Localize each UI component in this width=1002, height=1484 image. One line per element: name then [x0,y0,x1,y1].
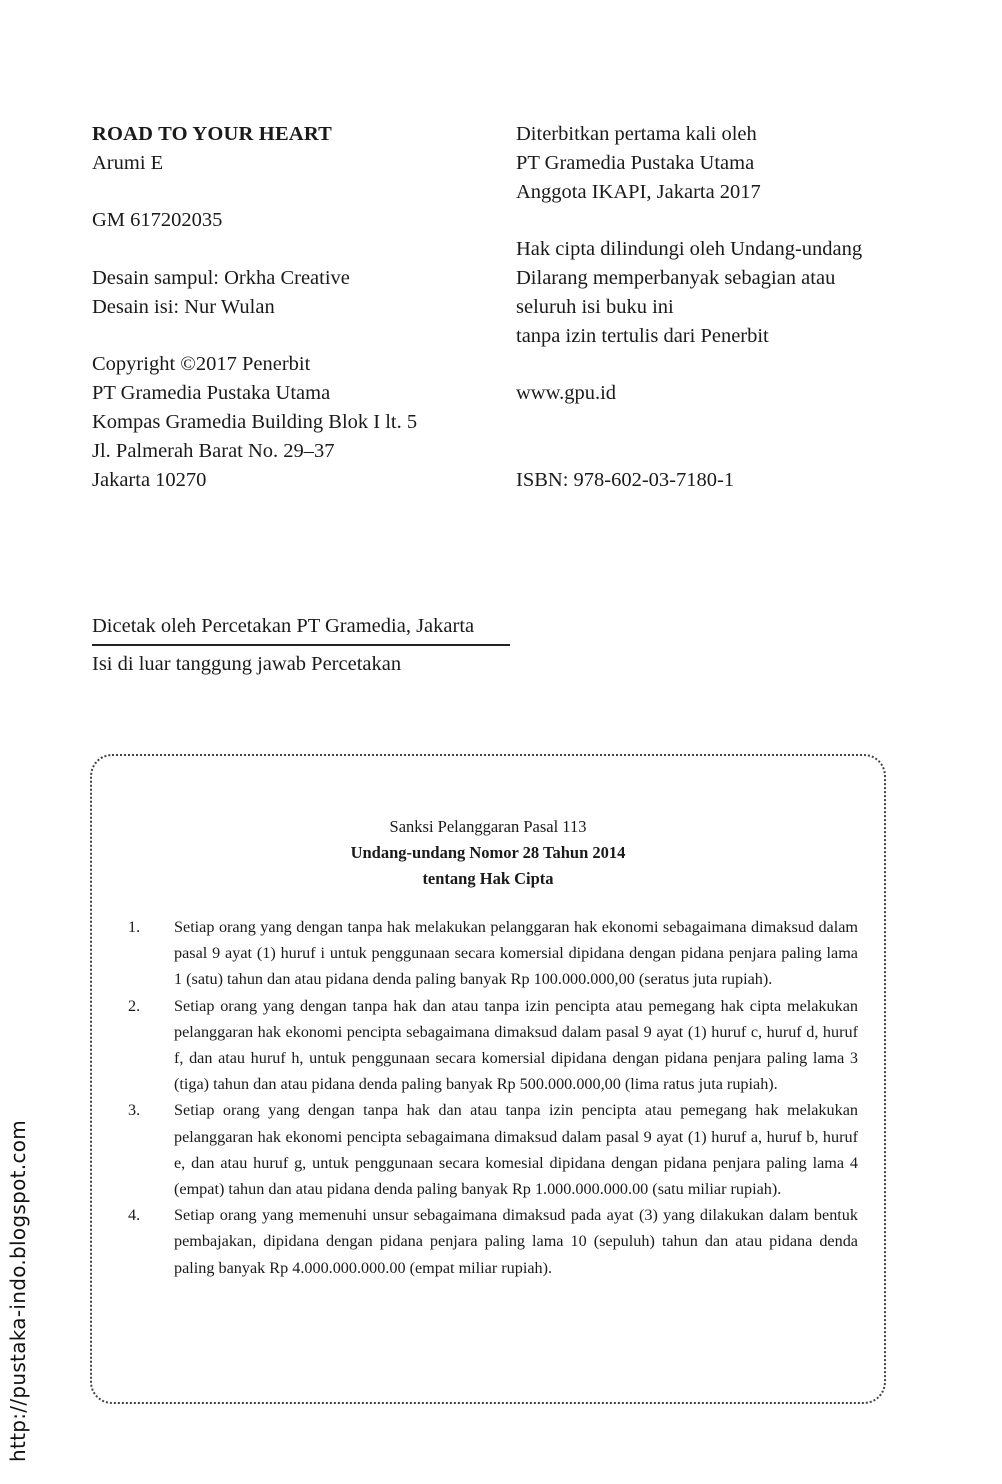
item-text: Setiap orang yang dengan tanpa hak dan atau tanpa izin pencipta atau pemegang hak melakukan pelanggaran hak ekonomi pencipta sebagaimana dimaksud dalam pasal 9 ayat (1) huruf a, huruf b, huruf e, dan atau huruf g, untuk penggunaan secara komesial dipidana dengan pidana penjara paling lama 4 (empat) tahun dan atau pidana denda paling banyak Rp 1.000.000.000.00 (satu miliar rupiah). [174,1101,858,1199]
publisher-name: PT Gramedia Pustaka Utama [92,382,331,405]
item-number: 1. [128,918,141,936]
list-item [128,1202,858,1281]
copyright: Copyright ©2017 Penerbit [92,353,311,376]
cover-design: Desain sampul: Orkha Creative [92,266,350,289]
rights-line-3: seluruh isi buku ini [516,295,674,318]
sanctions-heading [92,814,884,892]
imprint-left-column [92,120,492,494]
imprint-right-column [516,120,986,494]
rights-line-4: tanpa izin tertulis dari Penerbit [516,324,769,347]
book-title: ROAD TO YOUR HEART [92,123,332,145]
sanctions-title-1: Sanksi Pelanggaran Pasal 113 [389,817,587,836]
website: www.gpu.id [516,382,617,405]
spacer [516,350,986,379]
sanctions-box [90,754,886,1404]
interior-design: Desain isi: Nur Wulan [92,295,275,318]
building-address: Kompas Gramedia Building Blok I lt. 5 [92,410,418,433]
spacer [516,206,986,235]
first-published: Diterbitkan pertama kali oleh [516,123,757,145]
list-item [128,993,858,1098]
sanctions-list [128,914,858,1281]
printed-by: Dicetak oleh Percetakan PT Gramedia, Jakarta [92,615,475,637]
item-number: 4. [128,1206,141,1225]
catalog-code: GM 617202035 [92,209,223,232]
divider [92,644,510,646]
list-item [128,1097,858,1202]
spacer [92,178,492,207]
printer-disclaimer: Isi di luar tanggung jawab Percetakan [92,653,402,675]
item-text: Setiap orang yang dengan tanpa hak dan atau tanpa izin pencipta atau pemegang hak cipta melakukan pelanggaran hak ekonomi pencipta sebagaimana dimaksud dalam pasal 9 ayat (1) huruf c, huruf d, huruf f, dan atau huruf h, untuk penggunaan secara komersial dipidana dengan pidana penjara paling lama 3 (tiga) tahun dan atau pidana denda paling banyak Rp 500.000.000,00 (lima ratus juta rupiah). [174,996,858,1094]
side-watermark-url: http://pustaka-indo.blogspot.com [6,1119,30,1462]
item-text: Setiap orang yang memenuhi unsur sebagaimana dimaksud pada ayat (3) yang dilakukan dalam bentuk pembajakan, dipidana dengan pidana penjara paling lama 10 (sepuluh) tahun dan atau pidana denda paling banyak Rp 4.000.000.000.00 (empat miliar rupiah). [174,1206,858,1277]
ikapi-membership: Anggota IKAPI, Jakarta 2017 [516,180,761,203]
sanctions-title-3: tentang Hak Cipta [422,869,554,888]
printer-block [92,612,510,678]
spacer [92,235,492,264]
sanctions-title-2: Undang-undang Nomor 28 Tahun 2014 [350,843,626,862]
item-number: 3. [128,1101,141,1120]
spacer [516,437,986,466]
rights-line-2: Dilarang memperbanyak sebagian atau [516,266,836,289]
list-item [128,914,858,993]
street-address: Jl. Palmerah Barat No. 29–37 [92,439,335,462]
spacer [516,408,986,437]
city-address: Jakarta 10270 [92,468,207,491]
author: Arumi E [92,151,164,174]
isbn: ISBN: 978-602-03-7180-1 [516,468,735,491]
spacer [92,322,492,351]
item-text: Setiap orang yang dengan tanpa hak melakukan pelanggaran hak ekonomi sebagaimana dimaksud dalam pasal 9 ayat (1) huruf i untuk penggunaan secara komersial dipidana dengan pidana penjara paling lama 1 (satu) tahun dan atau pidana denda paling banyak Rp 100.000.000,00 (seratus juta rupiah). [174,918,858,989]
item-number: 2. [128,996,141,1015]
rights-line-1: Hak cipta dilindungi oleh Undang-undang [516,238,863,261]
publisher-name: PT Gramedia Pustaka Utama [516,151,755,174]
